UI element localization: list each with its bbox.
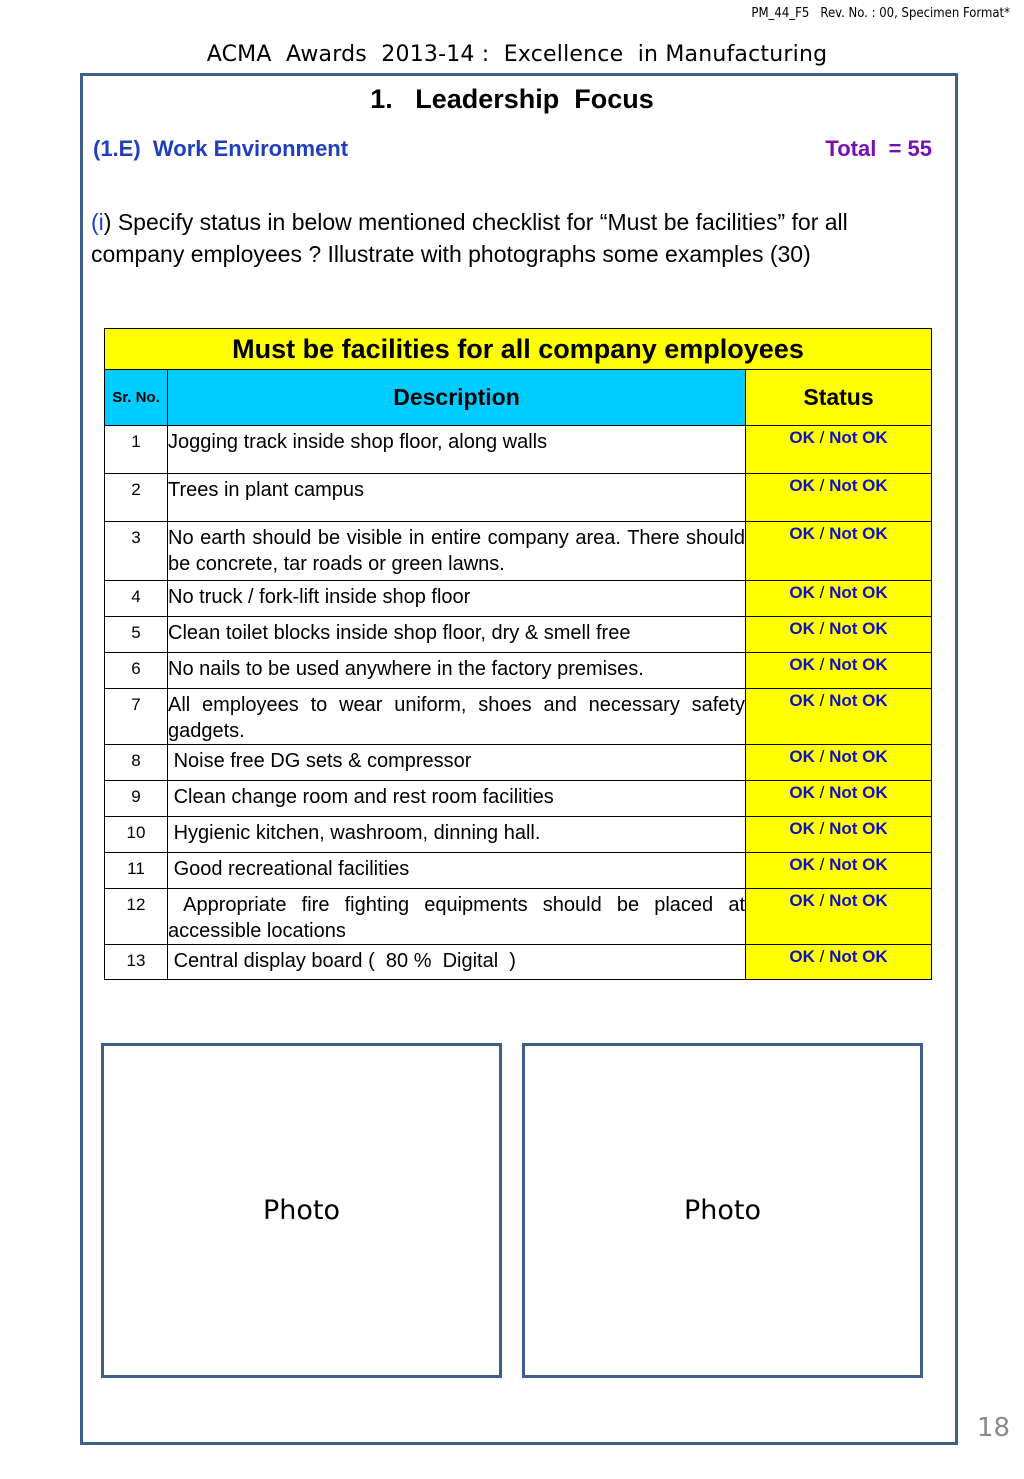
row-status-option[interactable]	[746, 522, 932, 581]
status-ok-option[interactable]: OK	[789, 819, 815, 838]
row-sr-no: 6	[105, 653, 168, 689]
row-description: Clean change room and rest room facilities	[168, 781, 746, 817]
row-status-option[interactable]	[746, 653, 932, 689]
page-number: 18	[976, 1413, 1010, 1443]
status-not-ok-option[interactable]: Not OK	[829, 747, 888, 766]
status-separator: /	[814, 691, 830, 710]
row-status-option[interactable]	[746, 781, 932, 817]
row-sr-no: 9	[105, 781, 168, 817]
status-separator: /	[814, 619, 830, 638]
status-separator: /	[814, 947, 830, 966]
table-row	[105, 581, 932, 617]
status-separator: /	[814, 819, 830, 838]
row-description: Jogging track inside shop floor, along walls	[168, 426, 746, 474]
status-not-ok-option[interactable]: Not OK	[829, 891, 888, 910]
row-status-option[interactable]	[746, 817, 932, 853]
row-sr-no: 4	[105, 581, 168, 617]
status-separator: /	[814, 891, 830, 910]
status-not-ok-option[interactable]: Not OK	[829, 524, 888, 543]
status-ok-option[interactable]: OK	[789, 691, 815, 710]
status-separator: /	[814, 747, 830, 766]
status-ok-option[interactable]: OK	[789, 655, 815, 674]
status-not-ok-option[interactable]: Not OK	[829, 855, 888, 874]
row-sr-no: 12	[105, 889, 168, 945]
table-row	[105, 745, 932, 781]
table-title: Must be facilities for all company employees	[105, 329, 932, 370]
row-sr-no: 11	[105, 853, 168, 889]
status-ok-option[interactable]: OK	[789, 583, 815, 602]
status-not-ok-option[interactable]: Not OK	[829, 691, 888, 710]
status-separator: /	[814, 855, 830, 874]
row-status-option[interactable]	[746, 426, 932, 474]
row-sr-no: 10	[105, 817, 168, 853]
table-row	[105, 426, 932, 474]
status-ok-option[interactable]: OK	[789, 476, 815, 495]
status-ok-option[interactable]: OK	[789, 947, 815, 966]
row-description: Noise free DG sets & compressor	[168, 745, 746, 781]
status-ok-option[interactable]: OK	[789, 747, 815, 766]
question-body: Specify status in below mentioned checklist for “Must be facilities” for all company employees ? Illustrate with photographs some examples (30)	[91, 209, 848, 267]
row-description: Clean toilet blocks inside shop floor, dry & smell free	[168, 617, 746, 653]
photo-placeholder-right	[522, 1043, 923, 1378]
row-description: Appropriate fire fighting equipments should be placed at accessible locations	[168, 889, 746, 945]
status-separator: /	[814, 524, 830, 543]
status-not-ok-option[interactable]: Not OK	[829, 428, 888, 447]
column-header-description: Description	[168, 370, 746, 426]
status-separator: /	[814, 655, 830, 674]
total-marks: Total = 55	[825, 136, 932, 161]
document-reference: PM_44_F5 Rev. No. : 00, Specimen Format*	[751, 6, 1010, 21]
status-not-ok-option[interactable]: Not OK	[829, 947, 888, 966]
table-row	[105, 653, 932, 689]
status-ok-option[interactable]: OK	[789, 783, 815, 802]
status-ok-option[interactable]: OK	[789, 428, 815, 447]
row-sr-no: 7	[105, 689, 168, 745]
table-row	[105, 781, 932, 817]
photo-label-left: Photo	[262, 1195, 341, 1226]
row-status-option[interactable]	[746, 745, 932, 781]
row-description: No earth should be visible in entire company area. There should be concrete, tar roads or green lawns.	[168, 522, 746, 581]
status-separator: /	[814, 783, 830, 802]
status-not-ok-option[interactable]: Not OK	[829, 783, 888, 802]
status-ok-option[interactable]: OK	[789, 855, 815, 874]
status-not-ok-option[interactable]: Not OK	[829, 655, 888, 674]
status-separator: /	[814, 428, 830, 447]
question-number-paren: )	[103, 209, 112, 235]
row-description: No nails to be used anywhere in the factory premises.	[168, 653, 746, 689]
row-status-option[interactable]	[746, 474, 932, 522]
status-separator: /	[814, 583, 830, 602]
row-status-option[interactable]	[746, 617, 932, 653]
facilities-checklist-table	[104, 328, 932, 980]
row-description: Central display board ( 80 % Digital )	[168, 945, 746, 980]
status-ok-option[interactable]: OK	[789, 891, 815, 910]
table-row	[105, 474, 932, 522]
table-row	[105, 945, 932, 980]
row-status-option[interactable]	[746, 853, 932, 889]
photo-label-right: Photo	[683, 1195, 762, 1226]
row-status-option[interactable]	[746, 945, 932, 980]
table-row	[105, 689, 932, 745]
column-header-status: Status	[746, 370, 932, 426]
status-not-ok-option[interactable]: Not OK	[829, 476, 888, 495]
row-sr-no: 3	[105, 522, 168, 581]
row-status-option[interactable]	[746, 689, 932, 745]
subsection-title: (1.E) Work Environment	[93, 136, 349, 161]
table-row	[105, 522, 932, 581]
question-number: (i	[91, 209, 104, 235]
status-not-ok-option[interactable]: Not OK	[829, 819, 888, 838]
status-separator: /	[814, 476, 830, 495]
table-row	[105, 617, 932, 653]
row-status-option[interactable]	[746, 889, 932, 945]
row-description: Hygienic kitchen, washroom, dinning hall.	[168, 817, 746, 853]
status-ok-option[interactable]: OK	[789, 619, 815, 638]
table-body	[105, 426, 932, 980]
row-description: Trees in plant campus	[168, 474, 746, 522]
table-row	[105, 889, 932, 945]
section-title: 1. Leadership Focus	[370, 84, 654, 114]
row-sr-no: 8	[105, 745, 168, 781]
row-status-option[interactable]	[746, 581, 932, 617]
document-title: ACMA Awards 2013-14 : Excellence in Manufacturing	[206, 42, 828, 67]
column-header-sr-no: Sr. No.	[105, 370, 168, 426]
photo-placeholder-left	[101, 1043, 502, 1378]
row-sr-no: 1	[105, 426, 168, 474]
row-description: No truck / fork-lift inside shop floor	[168, 581, 746, 617]
row-sr-no: 2	[105, 474, 168, 522]
table-row	[105, 853, 932, 889]
row-sr-no: 13	[105, 945, 168, 980]
question-text	[91, 206, 931, 270]
status-not-ok-option[interactable]: Not OK	[829, 583, 888, 602]
status-not-ok-option[interactable]: Not OK	[829, 619, 888, 638]
table-row	[105, 817, 932, 853]
row-description: All employees to wear uniform, shoes and necessary safety gadgets.	[168, 689, 746, 745]
row-description: Good recreational facilities	[168, 853, 746, 889]
status-ok-option[interactable]: OK	[789, 524, 815, 543]
row-sr-no: 5	[105, 617, 168, 653]
